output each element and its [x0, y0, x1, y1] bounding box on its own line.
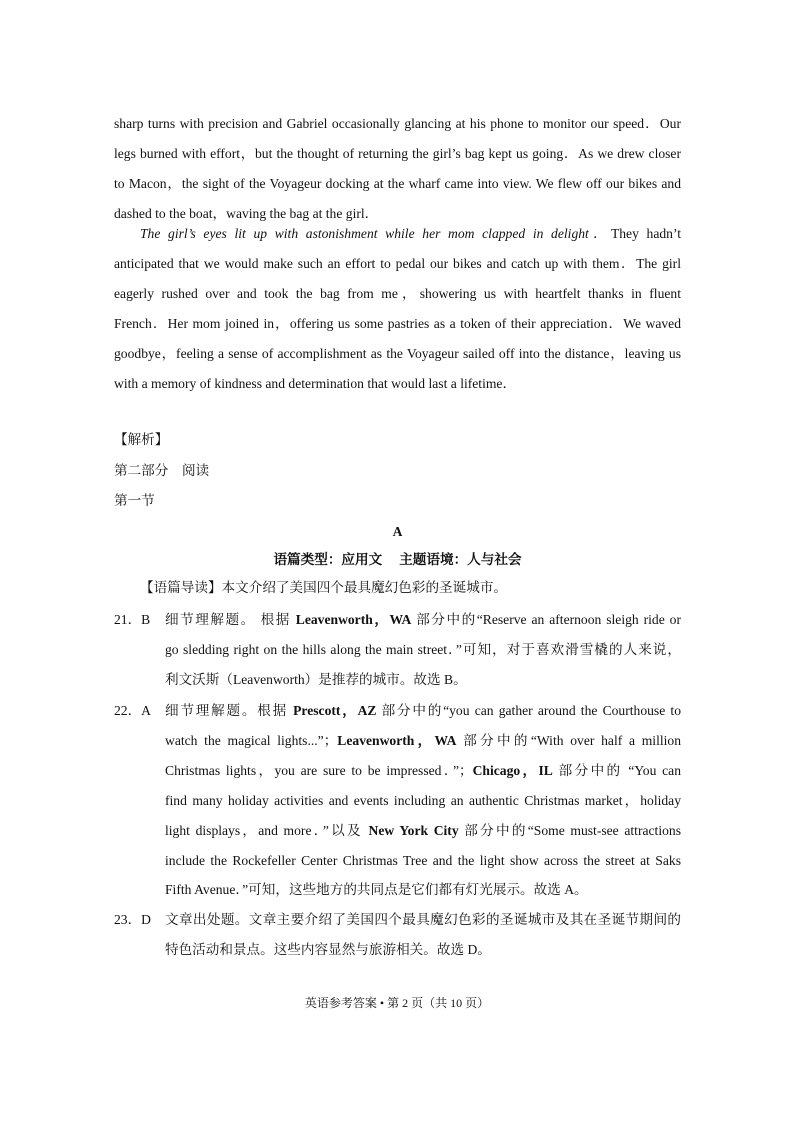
answer-keyword: Leavenworth，WA [337, 733, 457, 748]
passage-guide: 【语篇导读】本文介绍了美国四个最具魔幻色彩的圣诞城市。 [140, 580, 508, 595]
page-footer: 英语参考答案 • 第 2 页（共 10 页） [304, 996, 490, 1010]
answer-line: 利文沃斯（Leavenworth）是推荐的城市。故选 B。 [165, 672, 467, 687]
answer-text: 部分中的“Some must-see attractions [458, 823, 681, 838]
answer-text: 部分中的“you can gather around the Courthouse to [376, 703, 681, 718]
question-number: 23．D [114, 912, 152, 927]
answer-line: find many holiday activities and events including an authentic Christmas market，holiday [165, 793, 681, 808]
answer-keyword: Leavenworth，WA [295, 612, 412, 627]
passage-type: 语篇类型：应用文 主题语境：人与社会 [273, 552, 522, 567]
answer-text: Christmas lights，you are sure to be impressed．”； [165, 763, 473, 778]
answer-line: go sledding right on the hills along the main street．”可知，对于喜欢滑雪橇的人来说， [165, 642, 681, 657]
answer-text: 细节理解题。根据 [165, 703, 294, 718]
answer-keyword: Prescott，AZ [293, 703, 377, 718]
answer-line [165, 732, 681, 750]
essay-line: dashed to the boat，waving the bag at the girl． [114, 206, 379, 221]
part-heading: 第二部分 阅读 [114, 463, 210, 478]
essay-line: to Macon，the sight of the Voyageur docking at the wharf came into view. We flew off our bikes and [114, 176, 681, 191]
essay-line: French．Her mom joined in，offering us some pastries as a token of their appreciation．We waved [114, 316, 681, 331]
essay-italic-sentence: The girl’s eyes lit up with astonishment while her mom clapped in delight [140, 226, 589, 241]
answer-text: watch the magical lights...”； [165, 733, 338, 748]
answer-text: 部分中的“With over half a million [456, 733, 681, 748]
essay-paragraph-start [140, 225, 681, 243]
answer-line [165, 611, 681, 629]
essay-line: with a memory of kindness and determination that would last a lifetime． [114, 376, 517, 391]
question-number: 21．B [114, 612, 151, 627]
essay-line: goodbye，feeling a sense of accomplishment as the Voyageur sailed off into the distance，leaving us [114, 346, 681, 361]
essay-line: anticipated that we would make such an effort to pedal our bikes and catch up with them．The girl [114, 256, 681, 271]
answer-text: 细节理解题。 根据 [165, 612, 296, 627]
answer-text: light displays，and more．”以及 [165, 823, 369, 838]
question-number: 22．A [114, 703, 152, 718]
answer-line [165, 822, 681, 840]
answer-keyword: New York City [368, 823, 459, 838]
answer-line [165, 762, 681, 780]
answer-line [165, 702, 681, 720]
essay-line: eagerly rushed over and took the bag from me，showering us with heartfelt thanks in fluent [114, 286, 681, 301]
answer-text: 部分中的“Reserve an afternoon sleigh ride or [411, 612, 682, 627]
essay-line: legs burned with effort，but the thought of returning the girl’s bag kept us going．As we drew closer [114, 146, 681, 161]
essay-line: sharp turns with precision and Gabriel occasionally glancing at his phone to monitor our speed．Our [114, 116, 681, 131]
analysis-heading: 【解析】 [114, 432, 169, 447]
passage-letter: A [392, 524, 403, 539]
answer-line: include the Rockefeller Center Christmas Tree and the light show across the street at Saks [165, 853, 681, 868]
answer-line: 特色活动和景点。这些内容显然与旅游相关。故选 D。 [165, 942, 491, 957]
answer-line: 文章出处题。文章主要介绍了美国四个最具魔幻色彩的圣诞城市及其在圣诞节期间的 [165, 912, 681, 927]
section-heading: 第一节 [114, 493, 155, 508]
answer-line: Fifth Avenue．”可知，这些地方的共同点是它们都有灯光展示。故选 A。 [165, 882, 588, 897]
answer-text: 部分中的 “You can [552, 763, 681, 778]
essay-text: ．They hadn’t [588, 226, 682, 241]
answer-keyword: Chicago，IL [472, 763, 553, 778]
